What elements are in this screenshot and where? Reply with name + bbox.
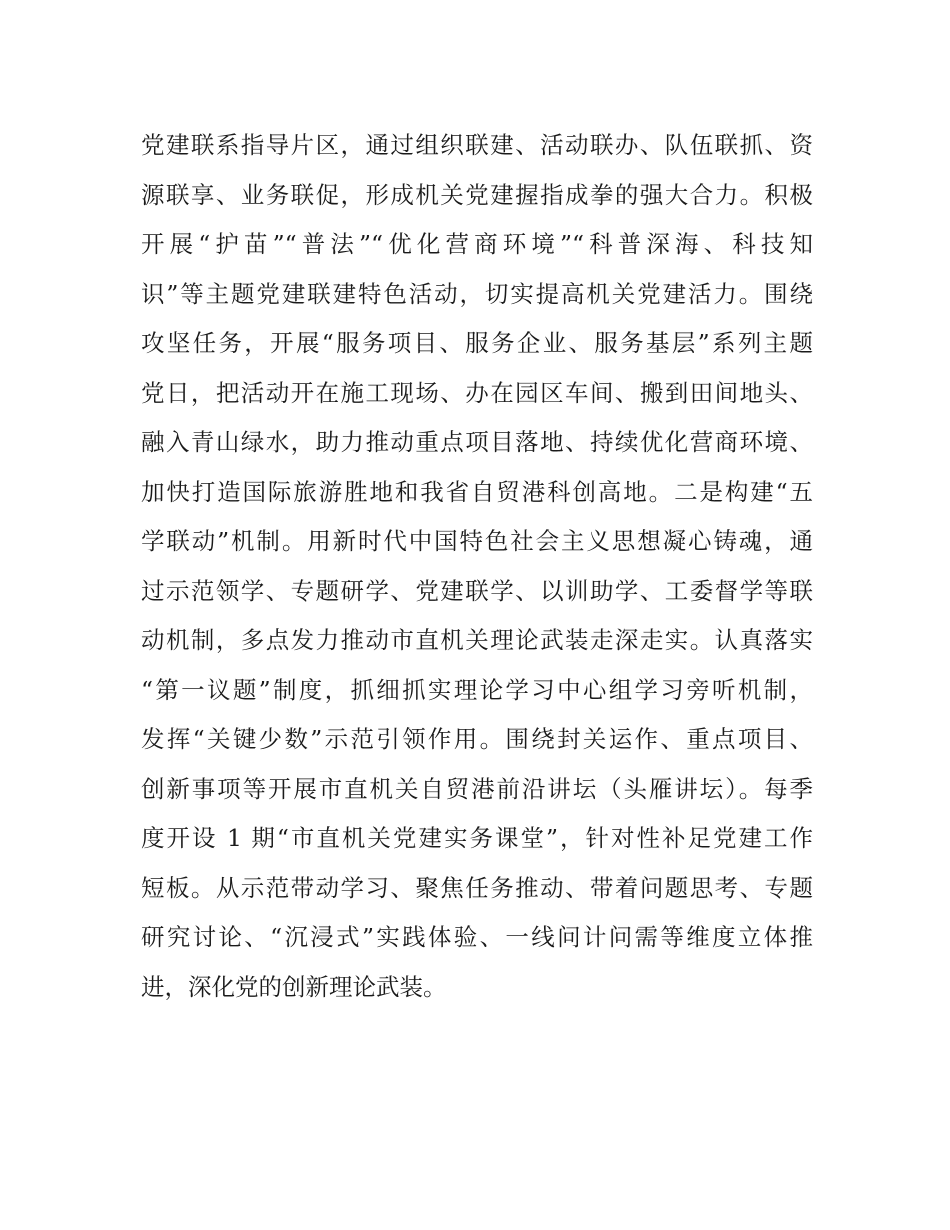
body-paragraph [141, 121, 813, 1012]
text-line: “第一议题”制度，抓细抓实理论学习中心组学习旁听机制， [141, 675, 813, 704]
text-line: 源联享、业务联促，形成机关党建握指成拳的强大合力。积极 [141, 180, 813, 209]
text-line-last: 进，深化党的创新理论武装。 [141, 972, 447, 1001]
text-line: 党日，把活动开在施工现场、办在园区车间、搬到田间地头、 [141, 378, 813, 407]
text-line: 识”等主题党建联建特色活动，切实提高机关党建活力。围绕 [141, 279, 813, 308]
text-line: 党建联系指导片区，通过组织联建、活动联办、队伍联抓、资 [141, 131, 813, 159]
text-line: 动机制，多点发力推动市直机关理论武装走深走实。认真落实 [141, 626, 813, 654]
text-line: 发挥“关键少数”示范引领作用。围绕封关运作、重点项目、 [141, 725, 813, 753]
text-line: 短板。从示范带动学习、聚焦任务推动、带着问题思考、专题 [141, 873, 813, 902]
text-line: 开展“护苗”“普法”“优化营商环境”“科普深海、科技知 [141, 230, 813, 258]
text-line: 创新事项等开展市直机关自贸港前沿讲坛（头雁讲坛）。每季 [141, 774, 813, 803]
text-line: 度开设 1 期“市直机关党建实务课堂”，针对性补足党建工作 [141, 824, 813, 852]
text-line: 研究讨论、“沉浸式”实践体验、一线问计问需等维度立体推 [141, 923, 813, 951]
text-line: 过示范领学、专题研学、党建联学、以训助学、工委督学等联 [141, 576, 813, 605]
text-line: 融入青山绿水，助力推动重点项目落地、持续优化营商环境、 [141, 428, 813, 456]
text-line: 学联动”机制。用新时代中国特色社会主义思想凝心铸魂，通 [141, 527, 813, 555]
text-line: 加快打造国际旅游胜地和我省自贸港科创高地。二是构建“五 [141, 477, 813, 506]
text-line: 攻坚任务，开展“服务项目、服务企业、服务基层”系列主题 [141, 329, 813, 357]
